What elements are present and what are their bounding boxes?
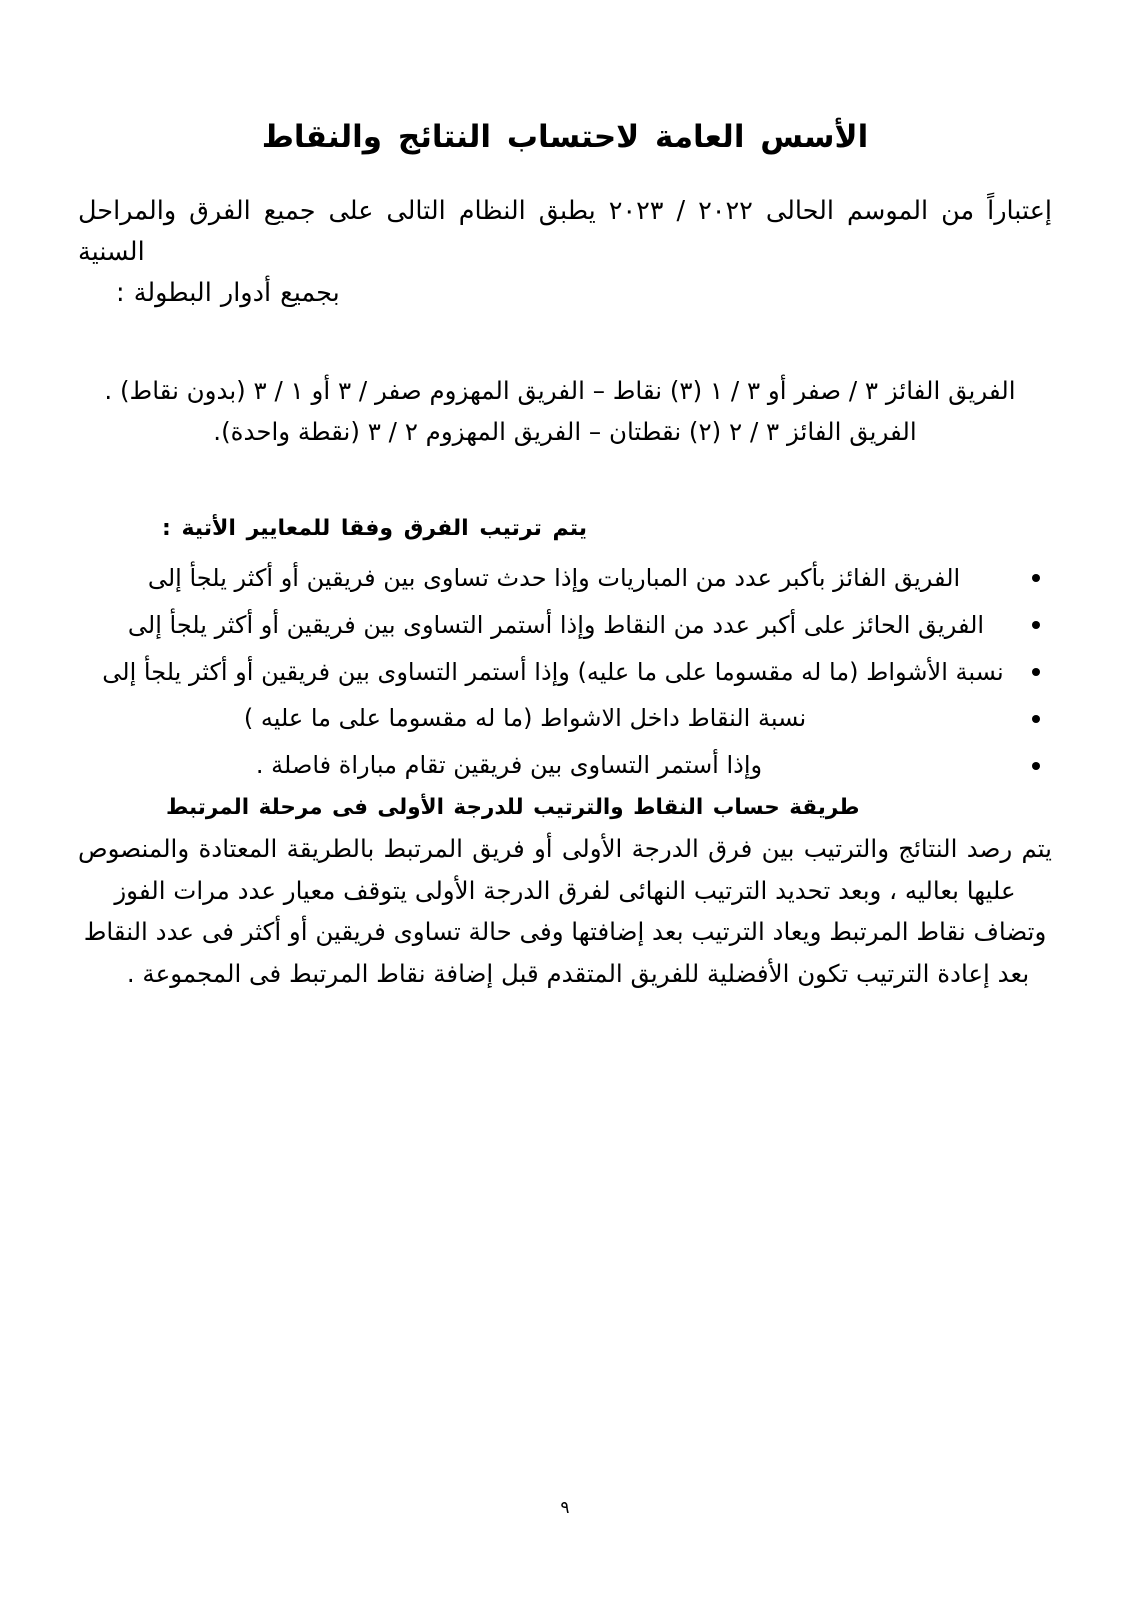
list-item bbox=[78, 561, 1052, 596]
list-item-label: نسبة النقاط داخل الاشواط (ما له مقسوما على ما عليه ) bbox=[243, 704, 807, 733]
bullet-icon bbox=[1032, 621, 1040, 629]
list-item bbox=[78, 655, 1052, 690]
method-paragraph bbox=[78, 828, 1052, 995]
list-item bbox=[78, 748, 1052, 783]
scoring-rule-line-2: الفريق الفائز ٣ / ٢ (٢) نقطتان – الفريق المهزوم ٢ / ٣ (نقطة واحدة). bbox=[213, 417, 917, 447]
criteria-heading: يتم ترتيب الفرق وفقا للمعايير الأتية : bbox=[162, 516, 587, 542]
method-line-2: عليها بعاليه ، وبعد تحديد الترتيب النهائى لفرق الدرجة الأولى يتوقف معيار عدد مرات الفوز bbox=[114, 875, 1016, 905]
list-item bbox=[78, 701, 1052, 736]
method-line-1: يتم رصد النتائج والترتيب بين فرق الدرجة الأولى أو فريق المرتبط بالطريقة المعتادة والمنصوص bbox=[78, 834, 1052, 863]
bullet-icon bbox=[1032, 715, 1040, 723]
list-item-label: وإذا أستمر التساوى بين فريقين تقام مباراة فاصلة . bbox=[255, 751, 763, 780]
list-item-label: نسبة الأشواط (ما له مقسوما على ما عليه) وإذا أستمر التساوى بين فريقين أو أكثر يلجأ إلى bbox=[102, 657, 1004, 686]
list-item bbox=[78, 608, 1052, 643]
spacer bbox=[78, 323, 1052, 371]
method-line-4: بعد إعادة الترتيب تكون الأفضلية للفريق المتقدم قبل إضافة نقاط المرتبط فى المجموعة . bbox=[126, 958, 1030, 988]
scoring-rules bbox=[78, 371, 1052, 452]
criteria-list bbox=[78, 561, 1052, 783]
intro-line-1: إعتباراً من الموسم الحالى ٢٠٢٢ / ٢٠٢٣ يطبق النظام التالى على جميع الفرق والمراحل السنية bbox=[78, 195, 1052, 268]
intro-paragraph bbox=[78, 191, 1052, 315]
bullet-icon bbox=[1032, 574, 1040, 582]
list-item-label: الفريق الفائز بأكبر عدد من المباريات وإذا حدث تساوى بين فريقين أو أكثر يلجأ إلى bbox=[147, 564, 961, 593]
bullet-icon bbox=[1032, 762, 1040, 770]
intro-line-2: بجميع أدوار البطولة : bbox=[116, 278, 340, 309]
spacer bbox=[78, 454, 1052, 516]
bullet-icon bbox=[1032, 668, 1040, 676]
method-heading: طريقة حساب النقاط والترتيب للدرجة الأولى فى مرحلة المرتبط bbox=[166, 795, 860, 820]
list-item-label: الفريق الحائز على أكبر عدد من النقاط وإذا أستمر التساوى بين فريقين أو أكثر يلجأ إلى bbox=[127, 610, 985, 639]
page-title: الأسس العامة لاحتساب النتائج والنقاط bbox=[261, 119, 869, 155]
page-number: ٩ bbox=[560, 1498, 570, 1518]
method-line-3: وتضاف نقاط المرتبط ويعاد الترتيب بعد إضافتها وفى حالة تساوى فريقين أو أكثر فى عدد النقاط bbox=[83, 917, 1047, 947]
scoring-rule-line-1: الفريق الفائز ٣ / صفر أو ٣ / ١ (٣) نقاط – الفريق المهزوم صفر / ٣ أو ١ / ٣ (بدون نقاط) . bbox=[104, 375, 1016, 405]
